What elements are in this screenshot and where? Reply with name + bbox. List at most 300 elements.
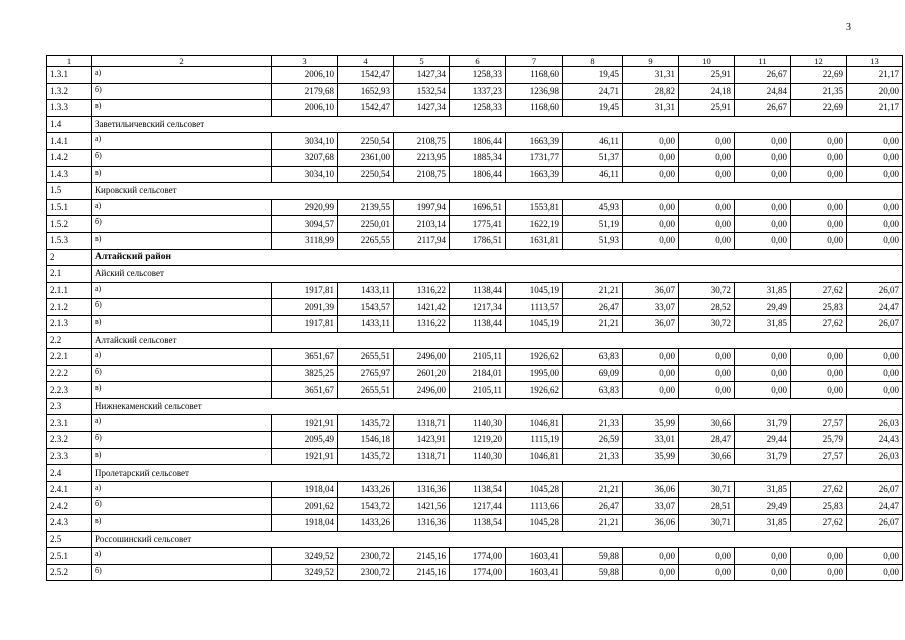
row-code: 2.3 — [47, 398, 92, 415]
value-cell: 1433,26 — [338, 515, 394, 532]
value-cell: 2300,72 — [338, 548, 394, 565]
value-cell: 2184,01 — [450, 365, 506, 382]
value-cell: 31,85 — [735, 282, 791, 299]
row-code: 2.5.1 — [47, 548, 92, 565]
value-cell: 27,62 — [791, 515, 847, 532]
value-cell: 1433,26 — [338, 481, 394, 498]
value-cell: 2095,49 — [272, 432, 338, 449]
value-cell: 0,00 — [735, 199, 791, 216]
row-variant: в) — [92, 315, 272, 332]
value-cell: 1997,94 — [394, 199, 450, 216]
value-cell: 3207,68 — [272, 149, 338, 166]
value-cell: 1918,04 — [272, 515, 338, 532]
value-cell: 3034,10 — [272, 133, 338, 150]
value-cell: 1138,54 — [450, 515, 506, 532]
value-cell: 2145,16 — [394, 548, 450, 565]
value-cell: 1921,91 — [272, 448, 338, 465]
value-cell: 31,79 — [735, 415, 791, 432]
value-cell: 2765,97 — [338, 365, 394, 382]
value-cell: 1140,30 — [450, 448, 506, 465]
value-cell: 21,21 — [563, 315, 623, 332]
value-cell: 1885,34 — [450, 149, 506, 166]
row-code: 2.1.1 — [47, 282, 92, 299]
value-cell: 0,00 — [679, 365, 735, 382]
value-cell: 1316,22 — [394, 282, 450, 299]
column-header-8: 8 — [563, 56, 623, 67]
row-code: 2.5.2 — [47, 564, 92, 581]
value-cell: 1316,36 — [394, 515, 450, 532]
value-cell: 31,79 — [735, 448, 791, 465]
value-cell: 1663,39 — [506, 133, 563, 150]
value-cell: 36,06 — [623, 481, 679, 498]
value-cell: 0,00 — [623, 365, 679, 382]
value-cell: 0,00 — [847, 349, 903, 366]
value-cell: 1435,72 — [338, 448, 394, 465]
value-cell: 1046,81 — [506, 415, 563, 432]
value-cell: 1543,57 — [338, 299, 394, 316]
row-code: 1.4.2 — [47, 149, 92, 166]
table-row — [47, 67, 903, 84]
row-code: 1.5.2 — [47, 216, 92, 233]
value-cell: 0,00 — [623, 199, 679, 216]
district-title: Алтайский район — [92, 249, 903, 266]
row-variant: б) — [92, 365, 272, 382]
row-code: 2.3.3 — [47, 448, 92, 465]
value-cell: 2006,10 — [272, 100, 338, 117]
value-cell: 2108,75 — [394, 133, 450, 150]
row-code: 1.5.3 — [47, 232, 92, 249]
value-cell: 1774,00 — [450, 564, 506, 581]
row-variant: а) — [92, 481, 272, 498]
value-cell: 30,72 — [679, 315, 735, 332]
row-code: 2.1.3 — [47, 315, 92, 332]
table-row — [47, 299, 903, 316]
value-cell: 1622,19 — [506, 216, 563, 233]
value-cell: 36,07 — [623, 282, 679, 299]
value-cell: 24,18 — [679, 83, 735, 100]
value-cell: 1113,66 — [506, 498, 563, 515]
column-header-1: 1 — [47, 56, 92, 67]
table-row — [47, 100, 903, 117]
row-code: 2.4 — [47, 465, 92, 482]
value-cell: 1219,20 — [450, 432, 506, 449]
table-row — [47, 216, 903, 233]
value-cell: 1168,60 — [506, 67, 563, 84]
row-code: 2.4.3 — [47, 515, 92, 532]
value-cell: 0,00 — [623, 216, 679, 233]
row-code: 2 — [47, 249, 92, 266]
value-cell: 2655,51 — [338, 382, 394, 399]
value-cell: 1774,00 — [450, 548, 506, 565]
row-variant: б) — [92, 564, 272, 581]
value-cell: 26,07 — [847, 315, 903, 332]
column-header-4: 4 — [338, 56, 394, 67]
value-cell: 28,51 — [679, 498, 735, 515]
value-cell: 25,91 — [679, 67, 735, 84]
value-cell: 1113,57 — [506, 299, 563, 316]
row-code: 2.3.2 — [47, 432, 92, 449]
row-code: 2.2.1 — [47, 349, 92, 366]
value-cell: 0,00 — [847, 382, 903, 399]
value-cell: 30,72 — [679, 282, 735, 299]
value-cell: 0,00 — [847, 133, 903, 150]
value-cell: 0,00 — [847, 149, 903, 166]
value-cell: 1258,33 — [450, 100, 506, 117]
value-cell: 26,03 — [847, 415, 903, 432]
value-cell: 0,00 — [791, 216, 847, 233]
row-code: 2.2.3 — [47, 382, 92, 399]
table-row — [47, 548, 903, 565]
value-cell: 0,00 — [791, 365, 847, 382]
value-cell: 1542,47 — [338, 100, 394, 117]
row-variant: б) — [92, 83, 272, 100]
value-cell: 2213,95 — [394, 149, 450, 166]
value-cell: 2105,11 — [450, 382, 506, 399]
value-cell: 1543,72 — [338, 498, 394, 515]
table-row — [47, 349, 903, 366]
value-cell: 0,00 — [623, 564, 679, 581]
value-cell: 33,07 — [623, 299, 679, 316]
value-cell: 2655,51 — [338, 349, 394, 366]
row-variant: в) — [92, 382, 272, 399]
value-cell: 3651,67 — [272, 349, 338, 366]
row-variant: а) — [92, 133, 272, 150]
value-cell: 19,45 — [563, 100, 623, 117]
value-cell: 1806,44 — [450, 133, 506, 150]
value-cell: 30,66 — [679, 415, 735, 432]
value-cell: 0,00 — [847, 199, 903, 216]
value-cell: 1421,56 — [394, 498, 450, 515]
row-code: 1.4.3 — [47, 166, 92, 183]
value-cell: 1435,72 — [338, 415, 394, 432]
value-cell: 1316,36 — [394, 481, 450, 498]
value-cell: 21,17 — [847, 100, 903, 117]
council-row — [47, 183, 903, 200]
value-cell: 26,47 — [563, 498, 623, 515]
value-cell: 33,07 — [623, 498, 679, 515]
row-variant: в) — [92, 100, 272, 117]
value-cell: 46,11 — [563, 166, 623, 183]
value-cell: 24,47 — [847, 299, 903, 316]
value-cell: 1138,44 — [450, 315, 506, 332]
value-cell: 28,52 — [679, 299, 735, 316]
value-cell: 1926,62 — [506, 349, 563, 366]
value-cell: 2496,00 — [394, 349, 450, 366]
row-variant: а) — [92, 349, 272, 366]
value-cell: 0,00 — [679, 232, 735, 249]
value-cell: 30,71 — [679, 481, 735, 498]
value-cell: 0,00 — [623, 232, 679, 249]
value-cell: 2091,62 — [272, 498, 338, 515]
value-cell: 26,47 — [563, 299, 623, 316]
value-cell: 2601,20 — [394, 365, 450, 382]
row-variant: а) — [92, 415, 272, 432]
value-cell: 31,85 — [735, 315, 791, 332]
value-cell: 0,00 — [735, 548, 791, 565]
value-cell: 1917,81 — [272, 315, 338, 332]
value-cell: 59,88 — [563, 548, 623, 565]
value-cell: 36,06 — [623, 515, 679, 532]
value-cell: 1918,04 — [272, 481, 338, 498]
value-cell: 1921,91 — [272, 415, 338, 432]
value-cell: 26,67 — [735, 67, 791, 84]
value-cell: 21,33 — [563, 448, 623, 465]
row-code: 2.4.1 — [47, 481, 92, 498]
value-cell: 0,00 — [735, 133, 791, 150]
value-cell: 0,00 — [791, 149, 847, 166]
council-title: Айский сельсовет — [92, 266, 903, 283]
value-cell: 2091,39 — [272, 299, 338, 316]
value-cell: 0,00 — [623, 382, 679, 399]
column-header-12: 12 — [791, 56, 847, 67]
row-code: 1.4 — [47, 116, 92, 133]
value-cell: 25,83 — [791, 299, 847, 316]
value-cell: 3651,67 — [272, 382, 338, 399]
value-cell: 0,00 — [847, 166, 903, 183]
value-cell: 51,93 — [563, 232, 623, 249]
row-code: 2.3.1 — [47, 415, 92, 432]
value-cell: 2145,16 — [394, 564, 450, 581]
value-cell: 1318,71 — [394, 415, 450, 432]
council-title: Кировский сельсовет — [92, 183, 903, 200]
value-cell: 0,00 — [679, 216, 735, 233]
table-row — [47, 199, 903, 216]
value-cell: 0,00 — [847, 216, 903, 233]
column-header-11: 11 — [735, 56, 791, 67]
table-row — [47, 415, 903, 432]
value-cell: 1046,81 — [506, 448, 563, 465]
council-row — [47, 465, 903, 482]
council-title: Нижнекаменский сельсовет — [92, 398, 903, 415]
value-cell: 3825,25 — [272, 365, 338, 382]
row-code: 1.3.2 — [47, 83, 92, 100]
value-cell: 22,69 — [791, 100, 847, 117]
row-variant: в) — [92, 448, 272, 465]
value-cell: 1603,41 — [506, 564, 563, 581]
value-cell: 25,79 — [791, 432, 847, 449]
value-cell: 0,00 — [735, 564, 791, 581]
value-cell: 1427,34 — [394, 100, 450, 117]
value-cell: 33,01 — [623, 432, 679, 449]
value-cell: 2361,00 — [338, 149, 394, 166]
value-cell: 2496,00 — [394, 382, 450, 399]
row-variant: б) — [92, 216, 272, 233]
column-number-row — [47, 56, 903, 67]
table-row — [47, 498, 903, 515]
value-cell: 2920,99 — [272, 199, 338, 216]
table-row — [47, 232, 903, 249]
row-variant: б) — [92, 498, 272, 515]
value-cell: 1140,30 — [450, 415, 506, 432]
value-cell: 27,62 — [791, 481, 847, 498]
value-cell: 51,19 — [563, 216, 623, 233]
value-cell: 2300,72 — [338, 564, 394, 581]
value-cell: 3118,99 — [272, 232, 338, 249]
value-cell: 27,62 — [791, 282, 847, 299]
value-cell: 2108,75 — [394, 166, 450, 183]
value-cell: 0,00 — [847, 232, 903, 249]
value-cell: 1236,98 — [506, 83, 563, 100]
value-cell: 0,00 — [847, 548, 903, 565]
value-cell: 25,83 — [791, 498, 847, 515]
value-cell: 26,07 — [847, 515, 903, 532]
value-cell: 1427,34 — [394, 67, 450, 84]
table-row — [47, 166, 903, 183]
value-cell: 63,83 — [563, 382, 623, 399]
table-row — [47, 83, 903, 100]
value-cell: 1603,41 — [506, 548, 563, 565]
value-cell: 2006,10 — [272, 67, 338, 84]
value-cell: 59,88 — [563, 564, 623, 581]
value-cell: 1806,44 — [450, 166, 506, 183]
value-cell: 0,00 — [791, 166, 847, 183]
column-header-3: 3 — [272, 56, 338, 67]
council-title: Алтайский сельсовет — [92, 332, 903, 349]
table-row — [47, 564, 903, 581]
value-cell: 0,00 — [791, 133, 847, 150]
row-code: 2.5 — [47, 531, 92, 548]
value-cell: 26,07 — [847, 282, 903, 299]
value-cell: 2117,94 — [394, 232, 450, 249]
column-header-6: 6 — [450, 56, 506, 67]
value-cell: 1926,62 — [506, 382, 563, 399]
value-cell: 0,00 — [847, 564, 903, 581]
value-cell: 19,45 — [563, 67, 623, 84]
value-cell: 0,00 — [623, 149, 679, 166]
value-cell: 26,67 — [735, 100, 791, 117]
value-cell: 0,00 — [623, 133, 679, 150]
value-cell: 31,85 — [735, 481, 791, 498]
table-row — [47, 133, 903, 150]
value-cell: 35,99 — [623, 415, 679, 432]
value-cell: 2250,01 — [338, 216, 394, 233]
row-variant: а) — [92, 199, 272, 216]
table-row — [47, 515, 903, 532]
value-cell: 31,85 — [735, 515, 791, 532]
council-title: Пролетарский сельсовет — [92, 465, 903, 482]
council-row — [47, 332, 903, 349]
page-number: 3 — [846, 22, 851, 33]
value-cell: 1138,44 — [450, 282, 506, 299]
column-header-13: 13 — [847, 56, 903, 67]
value-cell: 28,47 — [679, 432, 735, 449]
value-cell: 21,33 — [563, 415, 623, 432]
value-cell: 2250,54 — [338, 166, 394, 183]
row-variant: б) — [92, 299, 272, 316]
council-row — [47, 116, 903, 133]
value-cell: 69,09 — [563, 365, 623, 382]
value-cell: 1423,91 — [394, 432, 450, 449]
value-cell: 0,00 — [623, 548, 679, 565]
value-cell: 1316,22 — [394, 315, 450, 332]
value-cell: 1433,11 — [338, 315, 394, 332]
value-cell: 25,91 — [679, 100, 735, 117]
value-cell: 1045,28 — [506, 481, 563, 498]
row-code: 2.4.2 — [47, 498, 92, 515]
value-cell: 1553,81 — [506, 199, 563, 216]
row-code: 2.2.2 — [47, 365, 92, 382]
value-cell: 22,69 — [791, 67, 847, 84]
value-cell: 1696,51 — [450, 199, 506, 216]
value-cell: 1731,77 — [506, 149, 563, 166]
value-cell: 3249,52 — [272, 564, 338, 581]
value-cell: 24,84 — [735, 83, 791, 100]
value-cell: 31,31 — [623, 67, 679, 84]
value-cell: 0,00 — [847, 365, 903, 382]
value-cell: 0,00 — [735, 349, 791, 366]
value-cell: 0,00 — [623, 349, 679, 366]
value-cell: 0,00 — [679, 166, 735, 183]
value-cell: 1421,42 — [394, 299, 450, 316]
row-code: 1.3.1 — [47, 67, 92, 84]
value-cell: 2103,14 — [394, 216, 450, 233]
value-cell: 1138,54 — [450, 481, 506, 498]
value-cell: 1995,00 — [506, 365, 563, 382]
value-cell: 1168,60 — [506, 100, 563, 117]
value-cell: 21,21 — [563, 282, 623, 299]
value-cell: 1217,44 — [450, 498, 506, 515]
value-cell: 36,07 — [623, 315, 679, 332]
value-cell: 35,99 — [623, 448, 679, 465]
row-variant: а) — [92, 282, 272, 299]
value-cell: 0,00 — [791, 382, 847, 399]
value-cell: 30,66 — [679, 448, 735, 465]
value-cell: 31,31 — [623, 100, 679, 117]
row-variant: в) — [92, 232, 272, 249]
value-cell: 3249,52 — [272, 548, 338, 565]
value-cell: 1546,18 — [338, 432, 394, 449]
value-cell: 1652,93 — [338, 83, 394, 100]
value-cell: 2250,54 — [338, 133, 394, 150]
table-row — [47, 149, 903, 166]
value-cell: 1663,39 — [506, 166, 563, 183]
table-row — [47, 365, 903, 382]
table-row — [47, 282, 903, 299]
column-header-10: 10 — [679, 56, 735, 67]
value-cell: 24,43 — [847, 432, 903, 449]
row-code: 1.5 — [47, 183, 92, 200]
value-cell: 0,00 — [791, 232, 847, 249]
value-cell: 2179,68 — [272, 83, 338, 100]
value-cell: 24,47 — [847, 498, 903, 515]
value-cell: 1786,51 — [450, 232, 506, 249]
row-variant: в) — [92, 166, 272, 183]
column-header-2: 2 — [92, 56, 272, 67]
value-cell: 0,00 — [679, 133, 735, 150]
value-cell: 0,00 — [679, 548, 735, 565]
value-cell: 0,00 — [735, 216, 791, 233]
council-row — [47, 531, 903, 548]
value-cell: 1115,19 — [506, 432, 563, 449]
value-cell: 27,57 — [791, 448, 847, 465]
value-cell: 20,00 — [847, 83, 903, 100]
value-cell: 1433,11 — [338, 282, 394, 299]
row-code: 1.5.1 — [47, 199, 92, 216]
row-variant: а) — [92, 548, 272, 565]
value-cell: 26,59 — [563, 432, 623, 449]
row-code: 1.4.1 — [47, 133, 92, 150]
value-cell: 0,00 — [623, 166, 679, 183]
value-cell: 29,44 — [735, 432, 791, 449]
district-row — [47, 249, 903, 266]
value-cell: 27,62 — [791, 315, 847, 332]
row-variant: б) — [92, 432, 272, 449]
value-cell: 29,49 — [735, 299, 791, 316]
value-cell: 0,00 — [679, 349, 735, 366]
value-cell: 24,71 — [563, 83, 623, 100]
value-cell: 21,21 — [563, 515, 623, 532]
council-title: Россошинский сельсовет — [92, 531, 903, 548]
